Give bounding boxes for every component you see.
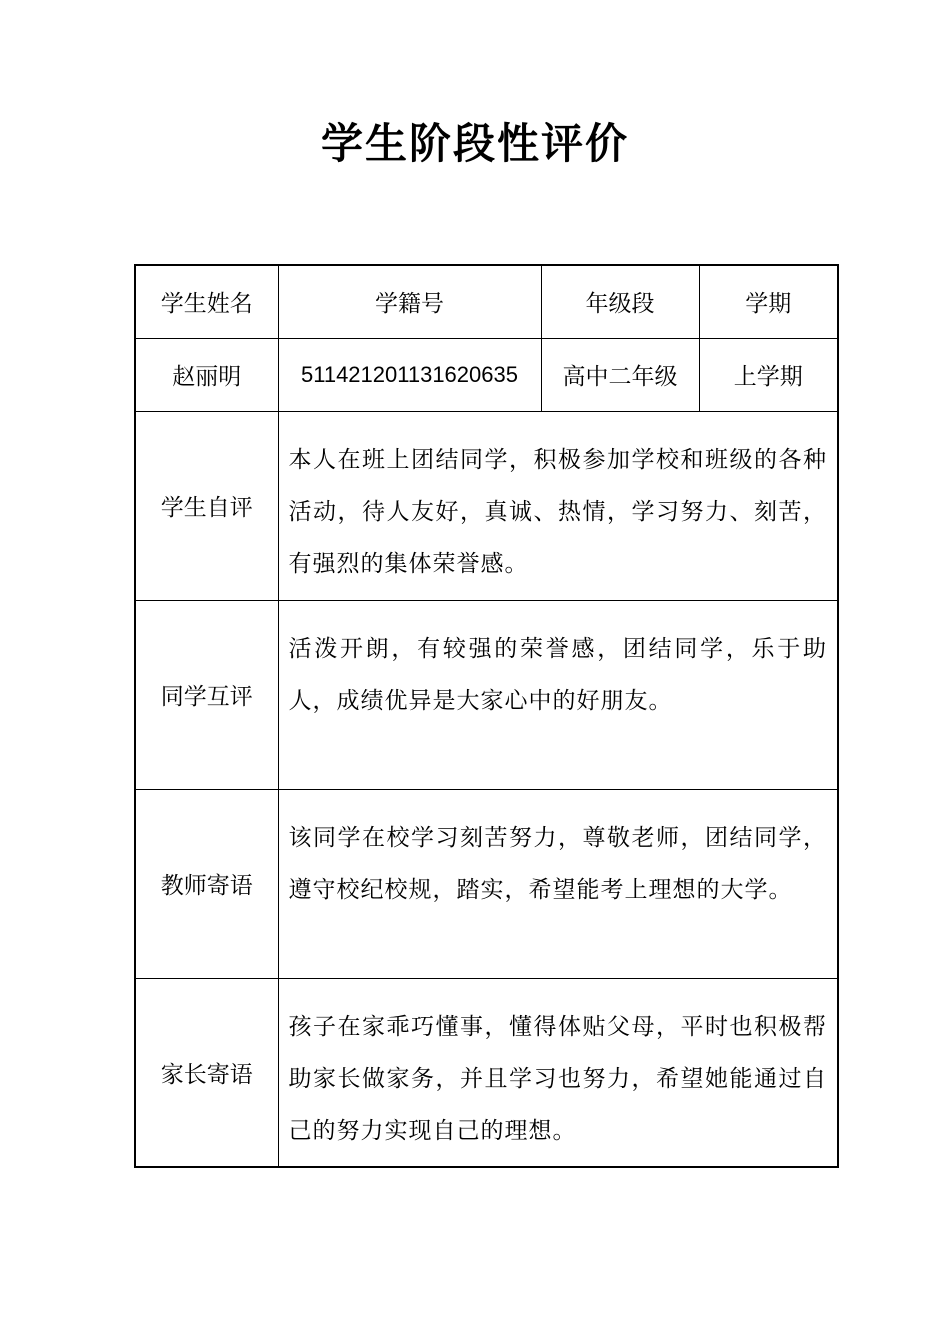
table-row-teacher-message [135,789,838,978]
student-id-label: 学籍号 [278,265,541,338]
table-info-row [135,338,838,411]
peer-evaluation-label: 同学互评 [135,600,278,789]
student-name-label: 学生姓名 [135,265,278,338]
term-label: 学期 [699,265,838,338]
parent-message-label: 家长寄语 [135,978,278,1167]
table-header-row [135,265,838,338]
evaluation-table [134,264,839,1168]
grade-value: 高中二年级 [541,338,699,411]
peer-evaluation-text: 活泼开朗，有较强的荣誉感，团结同学，乐于助人，成绩优异是大家心中的好朋友。 [278,600,838,789]
page-title: 学生阶段性评价 [320,119,629,168]
teacher-message-label: 教师寄语 [135,789,278,978]
self-evaluation-text: 本人在班上团结同学，积极参加学校和班级的各种活动，待人友好，真诚、热情，学习努力、刻苦，有强烈的集体荣誉感。 [278,411,838,600]
table-row-parent-message [135,978,838,1167]
teacher-message-text: 该同学在校学习刻苦努力，尊敬老师，团结同学，遵守校纪校规，踏实，希望能考上理想的大学。 [278,789,838,978]
student-id-value: 511421201131620635 [278,338,541,411]
parent-message-text: 孩子在家乖巧懂事，懂得体贴父母，平时也积极帮助家长做家务，并且学习也努力，希望她能通过自己的努力实现自己的理想。 [278,978,838,1167]
self-evaluation-label: 学生自评 [135,411,278,600]
student-name-value: 赵丽明 [135,338,278,411]
term-value: 上学期 [699,338,838,411]
table-row-peer-evaluation [135,600,838,789]
grade-label: 年级段 [541,265,699,338]
table-row-self-evaluation [135,411,838,600]
